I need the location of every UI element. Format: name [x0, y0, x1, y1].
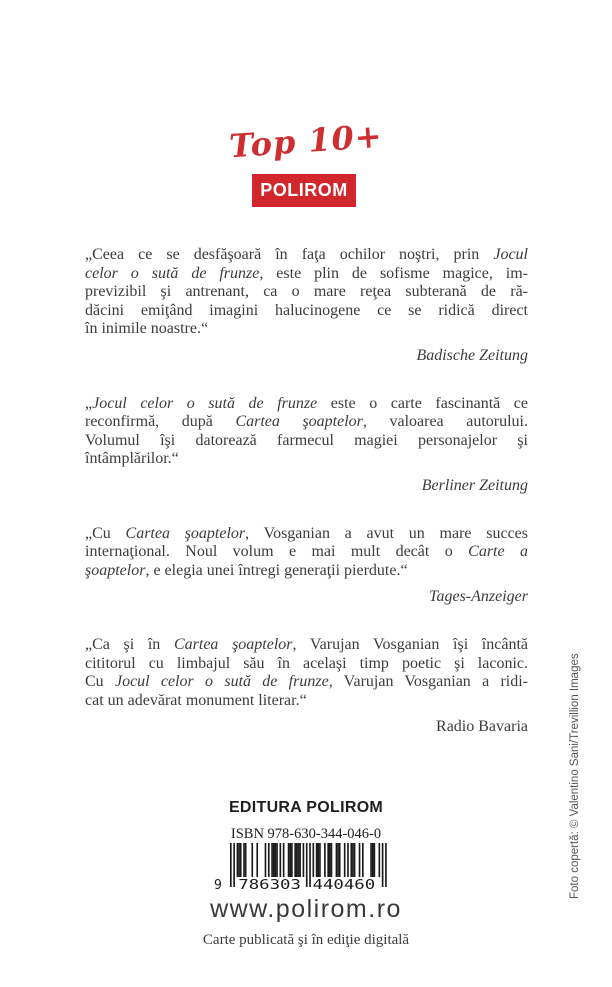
quote-attribution: Berliner Zeitung [421, 476, 528, 494]
quote-line: cititorul cu limbajul său în acelaşi timp poetic şi laconic. [85, 654, 528, 672]
quote-block [85, 395, 528, 496]
quote-line: internaţional. Noul volum e mai mult decât o Carte a [85, 543, 528, 561]
quote-line: reconfirmă, după Cartea şoaptelor, valoarea autorului. [85, 413, 529, 431]
quote-line: „Cu Cartea şoaptelor, Vosganian a avut un mare succes [85, 524, 528, 542]
polirom-logo-box [252, 174, 356, 207]
svg-text:440460: 440460 [312, 878, 376, 893]
svg-text:9: 9 [214, 878, 222, 893]
quote-line: în inimile noastre.“ [85, 320, 209, 338]
quote-block [85, 636, 528, 737]
quote-line: cat un adevărat monument literar.“ [85, 691, 307, 709]
quote-line: „Ca şi în Cartea şoaptelor, Varujan Vosganian îşi încântă [85, 635, 528, 653]
publisher-website: www.polirom.ro [210, 895, 402, 923]
digital-edition-note: Carte publicată şi în ediţie digitală [202, 931, 410, 948]
quote-line: celor o sută de frunze, este plin de sofisme magice, im- [85, 264, 528, 282]
quote-line: Cu Jocul celor o sută de frunze, Varujan Vosganian a ridi- [85, 673, 529, 691]
top10-script-logo: Top 10+ [228, 116, 384, 166]
quote-line: şoaptelor, e elegia unei întregi generaţii pierdute.“ [85, 561, 408, 579]
quote-line: „Ceea ce se desfăşoară în faţa ochilor noştri, prin Jocul [85, 246, 528, 263]
quote-line: întâmplărilor.“ [85, 450, 179, 468]
quote-block [85, 525, 528, 607]
quote-attribution: Radio Bavaria [436, 718, 528, 736]
quote-attribution: Tages-Anzeiger [429, 588, 528, 606]
quote-line: Volumul îşi datorează farmecul magiei personajelor şi [85, 431, 528, 449]
quote-line: dăcini emiţând imagini halucinogene ce se ridică direct [85, 301, 528, 319]
svg-text:786303: 786303 [238, 878, 301, 893]
isbn-barcode [0, 843, 612, 893]
quote-line: „Jocul celor o sută de frunze este o carte fascinantă ce [85, 394, 529, 412]
press-quotes [85, 246, 528, 737]
quote-block [85, 246, 528, 366]
polirom-logo-label: POLIROM [260, 180, 348, 200]
photo-credit: Foto copertă: © Valentino Sani/Trevillion Images [569, 653, 581, 899]
publisher-name: EDITURA POLIROM [228, 799, 384, 816]
footer-block [0, 799, 612, 949]
isbn-number: ISBN 978-630-344-046-0 [230, 826, 382, 842]
quote-line: previzibil şi antrenant, ca o mare reţea subterană de ră- [85, 283, 528, 301]
quote-attribution: Badische Zeitung [416, 346, 528, 364]
